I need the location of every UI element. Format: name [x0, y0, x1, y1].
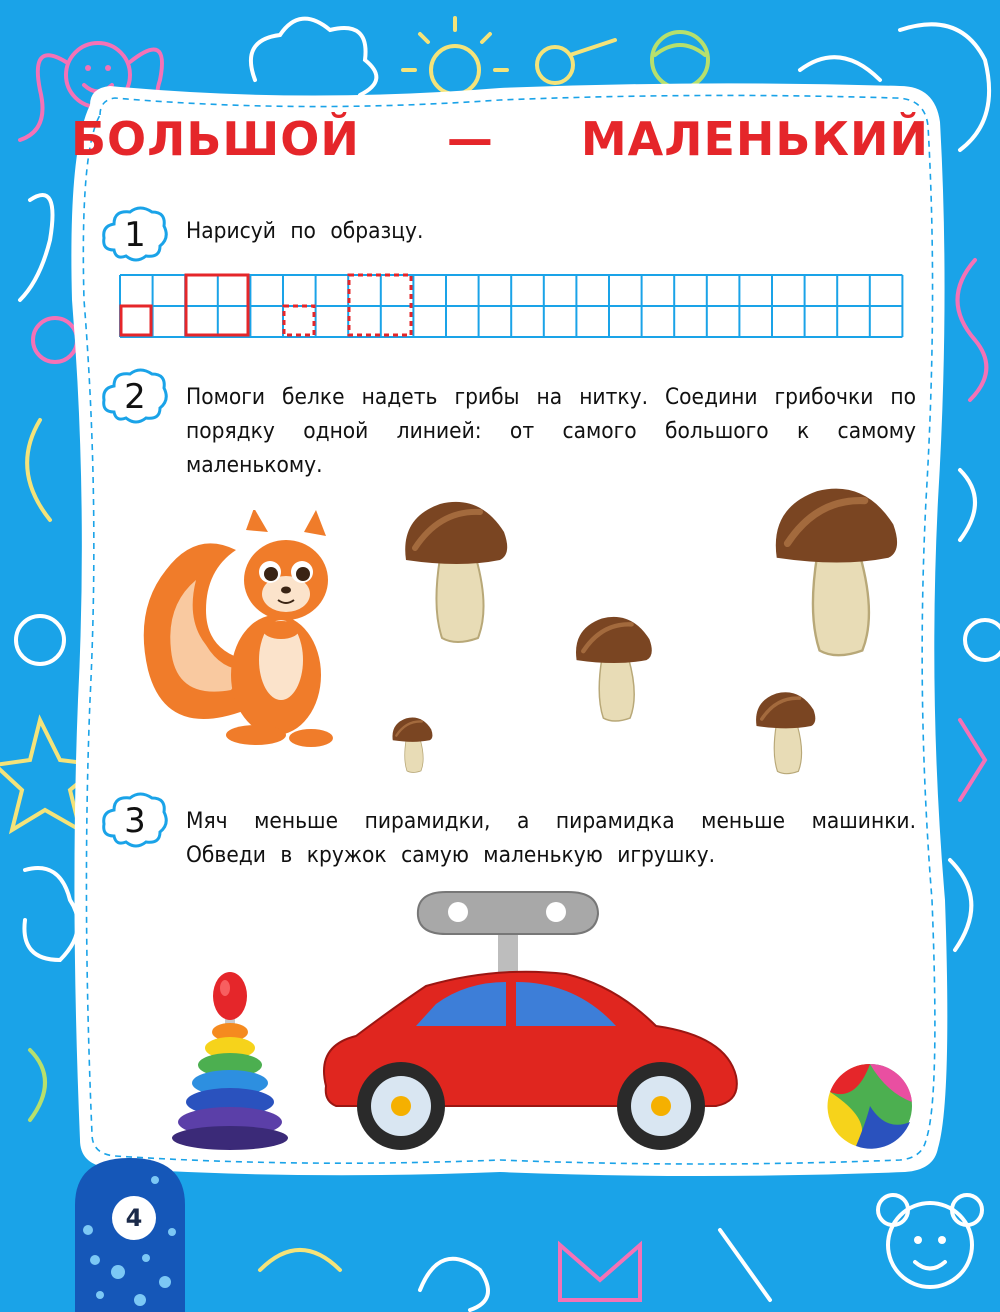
squirrel-icon: [136, 510, 346, 750]
mushroom-icon: [388, 716, 436, 774]
task-3-badge: [100, 790, 170, 850]
page-number: 4: [112, 1196, 156, 1240]
mushroom-icon: [400, 498, 510, 646]
task-number: 2: [124, 377, 146, 417]
task-1-badge: [100, 204, 170, 264]
pyramid-toy-icon[interactable]: [168, 966, 292, 1156]
mushroom-icon: [570, 614, 656, 724]
task-1-text: Нарисуй по образцу.: [186, 218, 424, 244]
mushroom-icon: [764, 484, 906, 660]
ball-icon[interactable]: [826, 1062, 914, 1150]
task-2-badge: [100, 366, 170, 426]
page-title: БОЛЬШОЙ — МАЛЕНЬКИЙ: [70, 112, 930, 166]
small-square-sample: [121, 306, 151, 335]
task-number: 3: [124, 801, 146, 841]
small-square-dashed: [284, 306, 314, 335]
task-3-text: Мяч меньше пирамидки, а пирамидка меньше машинки. Обведи в кружок самую маленькую игрушку.: [186, 808, 916, 868]
toy-car-icon[interactable]: [316, 886, 746, 1174]
task-number: 1: [124, 215, 146, 255]
mushroom-icon: [750, 690, 820, 776]
drawing-grid[interactable]: [118, 272, 904, 338]
task-2-text: Помоги белке надеть грибы на нитку. Соедини грибочки по порядку одной линией: от самого большого к самому маленькому.: [186, 384, 916, 478]
